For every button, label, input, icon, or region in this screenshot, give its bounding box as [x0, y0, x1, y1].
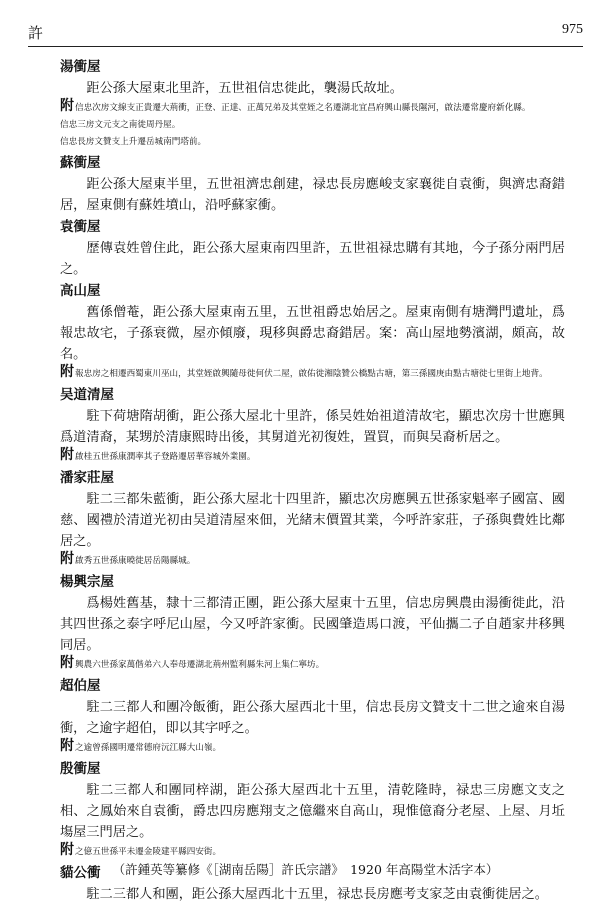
- entry-heading: 潘家莊屋: [60, 470, 114, 486]
- note-text: 興農六世孫家萬偕弟六人奉母遷湖北荊州監利縣朱河上集仁寧坊。: [75, 660, 325, 670]
- entry-note: [60, 843, 565, 860]
- note-text: 信忠次房文線支正貴遷大荊衝，正登、正達、正萬兄弟及其堂姪之名遷湖北宜昌府興山縣長隰河，啟法遷常慶府新化縣。: [75, 103, 531, 113]
- entry-body: 駐下荷塘隋胡衝，距公孫大屋北十里許，係吴姓始祖道清故宅，顯忠次房十世應興爲道清裔，某甥於清康熙時出後，其舅道光初復姓，置買，而與吴裔析居之。: [60, 409, 565, 445]
- note-text: 報忠房之相遷西蜀東川巫山，其堂姪啟興隨母徙何伏二屋，啟佑徙湘陰贊公橋點古塘，第三孫國庚由點古塘徙七里街上地背。: [75, 369, 548, 379]
- entry: [60, 280, 565, 382]
- entry-note: [60, 552, 565, 569]
- note-prefix: 附: [60, 447, 74, 463]
- entry-body: 歷傳袁姓曾住此，距公孫大屋東南四里許，五世祖禄忠購有其地，今子孫分兩門居之。: [60, 241, 565, 277]
- entry-body: 距公孫大屋東北里許，五世祖信忠徙此，襲湯氏故址。: [86, 81, 403, 96]
- entry-heading: 蘇衝屋: [60, 155, 101, 171]
- entry-body: 爲楊姓舊基，隸十三都清正團，距公孫大屋東十五里，信忠房興農由湯衝徙此，沿其四世孫之泰字呼尼山屋，今又呼許家衝。民國肇造馬口渡，平仙攜二子自趙家井移興同居。: [60, 596, 565, 653]
- entry-note: [60, 739, 565, 756]
- entry: [60, 758, 565, 860]
- note-text: 之逾曾孫國明遷常德府沅江縣大山嶺。: [75, 743, 222, 753]
- note-prefix: 附: [60, 364, 74, 380]
- note-text: 啟桂五世孫康潤率其子登路遷居華容城外業園。: [75, 452, 256, 462]
- entry-heading: 吴道清屋: [60, 387, 114, 403]
- entry-heading: 湯衝屋: [60, 59, 101, 75]
- entry-note: [60, 118, 565, 133]
- entry-heading: 袁衝屋: [60, 219, 101, 235]
- running-title: 許: [28, 24, 44, 42]
- entry-heading: 楊興宗屋: [60, 574, 114, 590]
- entry-body: 駐二三都人和團同梓湖，距公孫大屋西北十五里，清乾隆時，禄忠三房應文支之相、之鳳始來自袁衝，爵忠四房應翔支之億繼來自高山，現惟億裔分老屋、上屋、月坵塲屋三門居之。: [60, 783, 565, 840]
- entry-note: [60, 365, 565, 382]
- entry: [60, 384, 565, 465]
- note-text: 啟秀五世孫康曉徙居岳陽縣城。: [75, 556, 196, 566]
- note-text: 信忠三房文元支之南徙周丹屋。: [60, 120, 181, 130]
- entry-note: [60, 656, 565, 673]
- note-prefix: 附: [60, 738, 74, 754]
- entry: [60, 56, 565, 150]
- entry: [60, 571, 565, 673]
- entry-body: 駐二三都人和團，距公孫大屋西北十五里，禄忠長房應考支家芝由袁衝徙居之。: [86, 887, 548, 902]
- note-prefix: 附: [60, 98, 74, 114]
- document-body: [60, 56, 565, 905]
- entry-note: [60, 135, 565, 150]
- entry-body: 駐二三都人和團冷飯衝，距公孫大屋西北十里，信忠長房文贊支十二世之逾來自湯衝，之逾字超伯，即以其字呼之。: [60, 700, 565, 736]
- entry-body: 舊係僧菴，距公孫大屋東南五里，五世祖爵忠始居之。屋東南側有塘灣門遺址，爲報忠故宅，子孫衰微，屋亦傾廢，現移與爵忠裔錯居。案：高山屋地勢濱湖，頗高，故名。: [60, 305, 565, 362]
- note-text: 之億五世孫平未遷金陵建平縣四安街。: [75, 847, 222, 857]
- entry-note: [60, 448, 565, 465]
- entry-heading: 高山屋: [60, 283, 101, 299]
- entry-note: [60, 99, 565, 116]
- page-header: [28, 8, 583, 47]
- entry: [60, 467, 565, 569]
- source-caption: （許鍾英等纂修《［湖南岳陽］許氏宗譜》 1920 年高陽堂木活字本）: [112, 862, 499, 877]
- note-prefix: 附: [60, 551, 74, 567]
- entry-body: 距公孫大屋東半里，五世祖濟忠創建，禄忠長房應峻支家襄徙自袁衝，與濟忠裔錯居，屋東側有蘇姓墳山，沿呼蘇家衝。: [60, 177, 565, 213]
- entry-heading: 超伯屋: [60, 678, 101, 694]
- entry: [60, 216, 565, 280]
- note-prefix: 附: [60, 842, 74, 858]
- note-prefix: 附: [60, 655, 74, 671]
- entry: [60, 675, 565, 756]
- entry-body: 駐二三都朱藍衝，距公孫大屋北十四里許，顯忠次房應興五世孫家魁率子國富、國慈、國禮於清道光初由吴道清屋來佃，光緒末價置其業，今呼許家莊，子孫與費姓比鄰居之。: [60, 492, 565, 549]
- entry-heading: 貓公衝: [60, 865, 101, 881]
- entry-heading: 殷衝屋: [60, 761, 101, 777]
- note-text: 信忠長房文贊支上升遷岳城南門塔前。: [60, 137, 207, 147]
- entry: [60, 152, 565, 216]
- page-number: 975: [562, 22, 583, 37]
